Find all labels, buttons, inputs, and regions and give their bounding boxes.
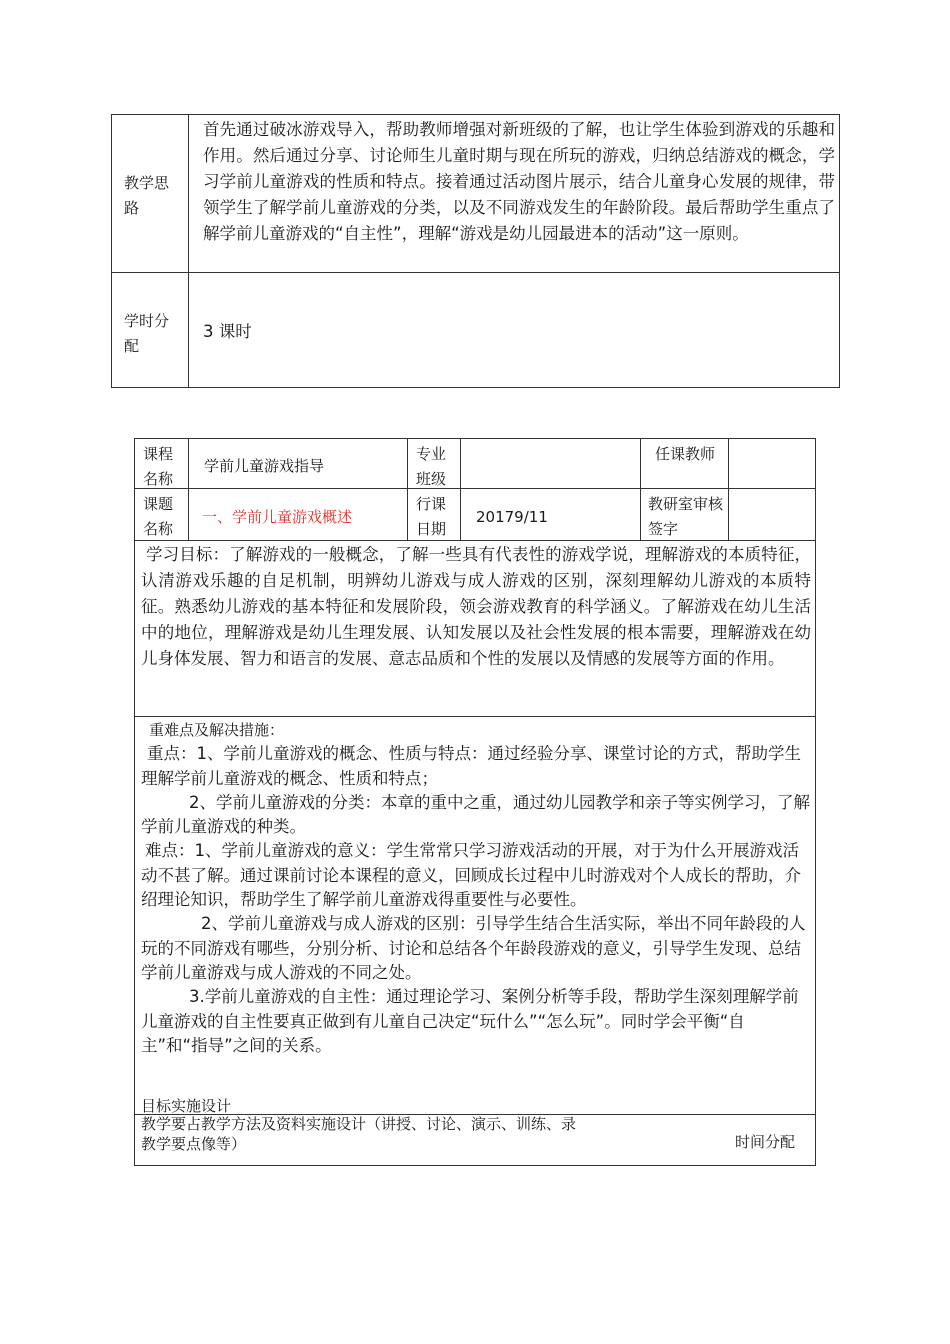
learning-objectives: 学习目标：了解游戏的一般概念，了解一些具有代表性的游戏学说，理解游戏的本质特征，认清游戏乐趣的自足机制，明辨幼儿游戏与成人游戏的区别，深刻理解幼儿游戏的本质特征。熟悉幼儿游戏的基本特征和发展阶段，领会游戏教育的科学涵义。了解游戏在幼儿生活中的地位，理解游戏是幼儿生理发展、认知发展以及社会性发展的根本需要，理解游戏在幼儿身体发展、智力和语言的发展、意志品质和个性的发展以及情感的发展等方面的作用。 (141, 545, 811, 668)
method-text-2: 教学要点像等） (141, 1135, 247, 1153)
method-text: 教学要占教学方法及资料实施设计（讲授、讨论、演示、训练、录 (141, 1115, 577, 1133)
date-label: 行课日期 (416, 495, 447, 538)
date-value: 20179/11 (476, 508, 548, 526)
table2-col-divider-1 (188, 438, 189, 540)
design-title: 目标实施设计 (141, 1097, 232, 1115)
key-point-1: 重点：1、学前儿童游戏的概念、性质与特点：通过经验分享、课堂讨论的方式，帮助学生理解学前儿童游戏的概念、性质和特点； (141, 744, 801, 788)
course-name-label: 课程名称 (143, 445, 174, 488)
review-signature-label: 教研室审核签字 (648, 495, 724, 538)
difficult-point-2: 2、学前儿童游戏与成人游戏的区别：引导学生结合生活实际，举出不同年龄段的人玩的不同游戏有哪些，分别分析、讨论和总结各个年龄段游戏的意义，引导学生发现、总结学前儿童游戏与成人游戏的不同之处。 (141, 914, 806, 982)
table2-objectives-bottom (134, 716, 816, 717)
table1-divider-vertical (188, 114, 189, 388)
difficult-point-1: 难点：1、学前儿童游戏的意义：学生常常只学习游戏活动的开展，对于为什么开展游戏活动不甚了解。通过课前讨论本课程的意义，回顾成长过程中儿时游戏对个人成长的帮助，介绍理论知识，帮助学生了解学前儿童游戏得重要性与必要性。 (141, 841, 801, 910)
table2-row1-bottom (134, 488, 816, 489)
key-point-2: 2、学前儿童游戏的分类：本章的重中之重，通过幼儿园教学和亲子等实例学习，了解学前儿童游戏的种类。 (141, 792, 810, 837)
table2-col-divider-2 (407, 438, 408, 540)
key-difficulties-section (141, 718, 811, 1058)
table2-col-divider-4 (640, 438, 641, 540)
teacher-label: 任课教师 (655, 445, 716, 463)
difficulty-title: 重难点及解决措施： (149, 721, 285, 739)
difficult-point-3: 3.学前儿童游戏的自主性：通过理论学习、案例分析等手段，帮助学生深刻理解学前儿童游戏的自主性要真正做到有儿童自己决定“玩什么”“怎么玩”。同时学会平衡“自主”和“指导”之间的关系。 (141, 987, 799, 1055)
teaching-idea-label: 教学思路 (124, 174, 170, 217)
major-class-label: 专业班级 (416, 445, 447, 488)
hours-value: 3 课时 (203, 322, 252, 341)
table2-col-divider-5 (728, 438, 729, 540)
topic-value: 一、学前儿童游戏概述 (202, 508, 353, 526)
topic-label: 课题名称 (143, 495, 174, 538)
time-allocation-label: 时间分配 (735, 1133, 796, 1151)
table1-divider-horizontal (111, 272, 840, 273)
course-name-value: 学前儿童游戏指导 (204, 457, 325, 475)
hours-label: 学时分配 (124, 312, 170, 355)
teaching-idea-text: 首先通过破冰游戏导入，帮助教师增强对新班级的了解，也让学生体验到游戏的乐趣和作用。然后通过分享、讨论师生儿童时期与现在所玩的游戏，归纳总结游戏的概念，学习学前儿童游戏的性质和特点。接着通过活动图片展示，结合儿童身心发展的规律，带领学生了解学前儿童游戏的分类，以及不同游戏发生的年龄阶段。最后帮助学生重点了解学前儿童游戏的“自主性”，理解“游戏是幼儿园最进本的活动”这一原则。 (203, 120, 835, 243)
table2-col-divider-3 (460, 438, 461, 540)
